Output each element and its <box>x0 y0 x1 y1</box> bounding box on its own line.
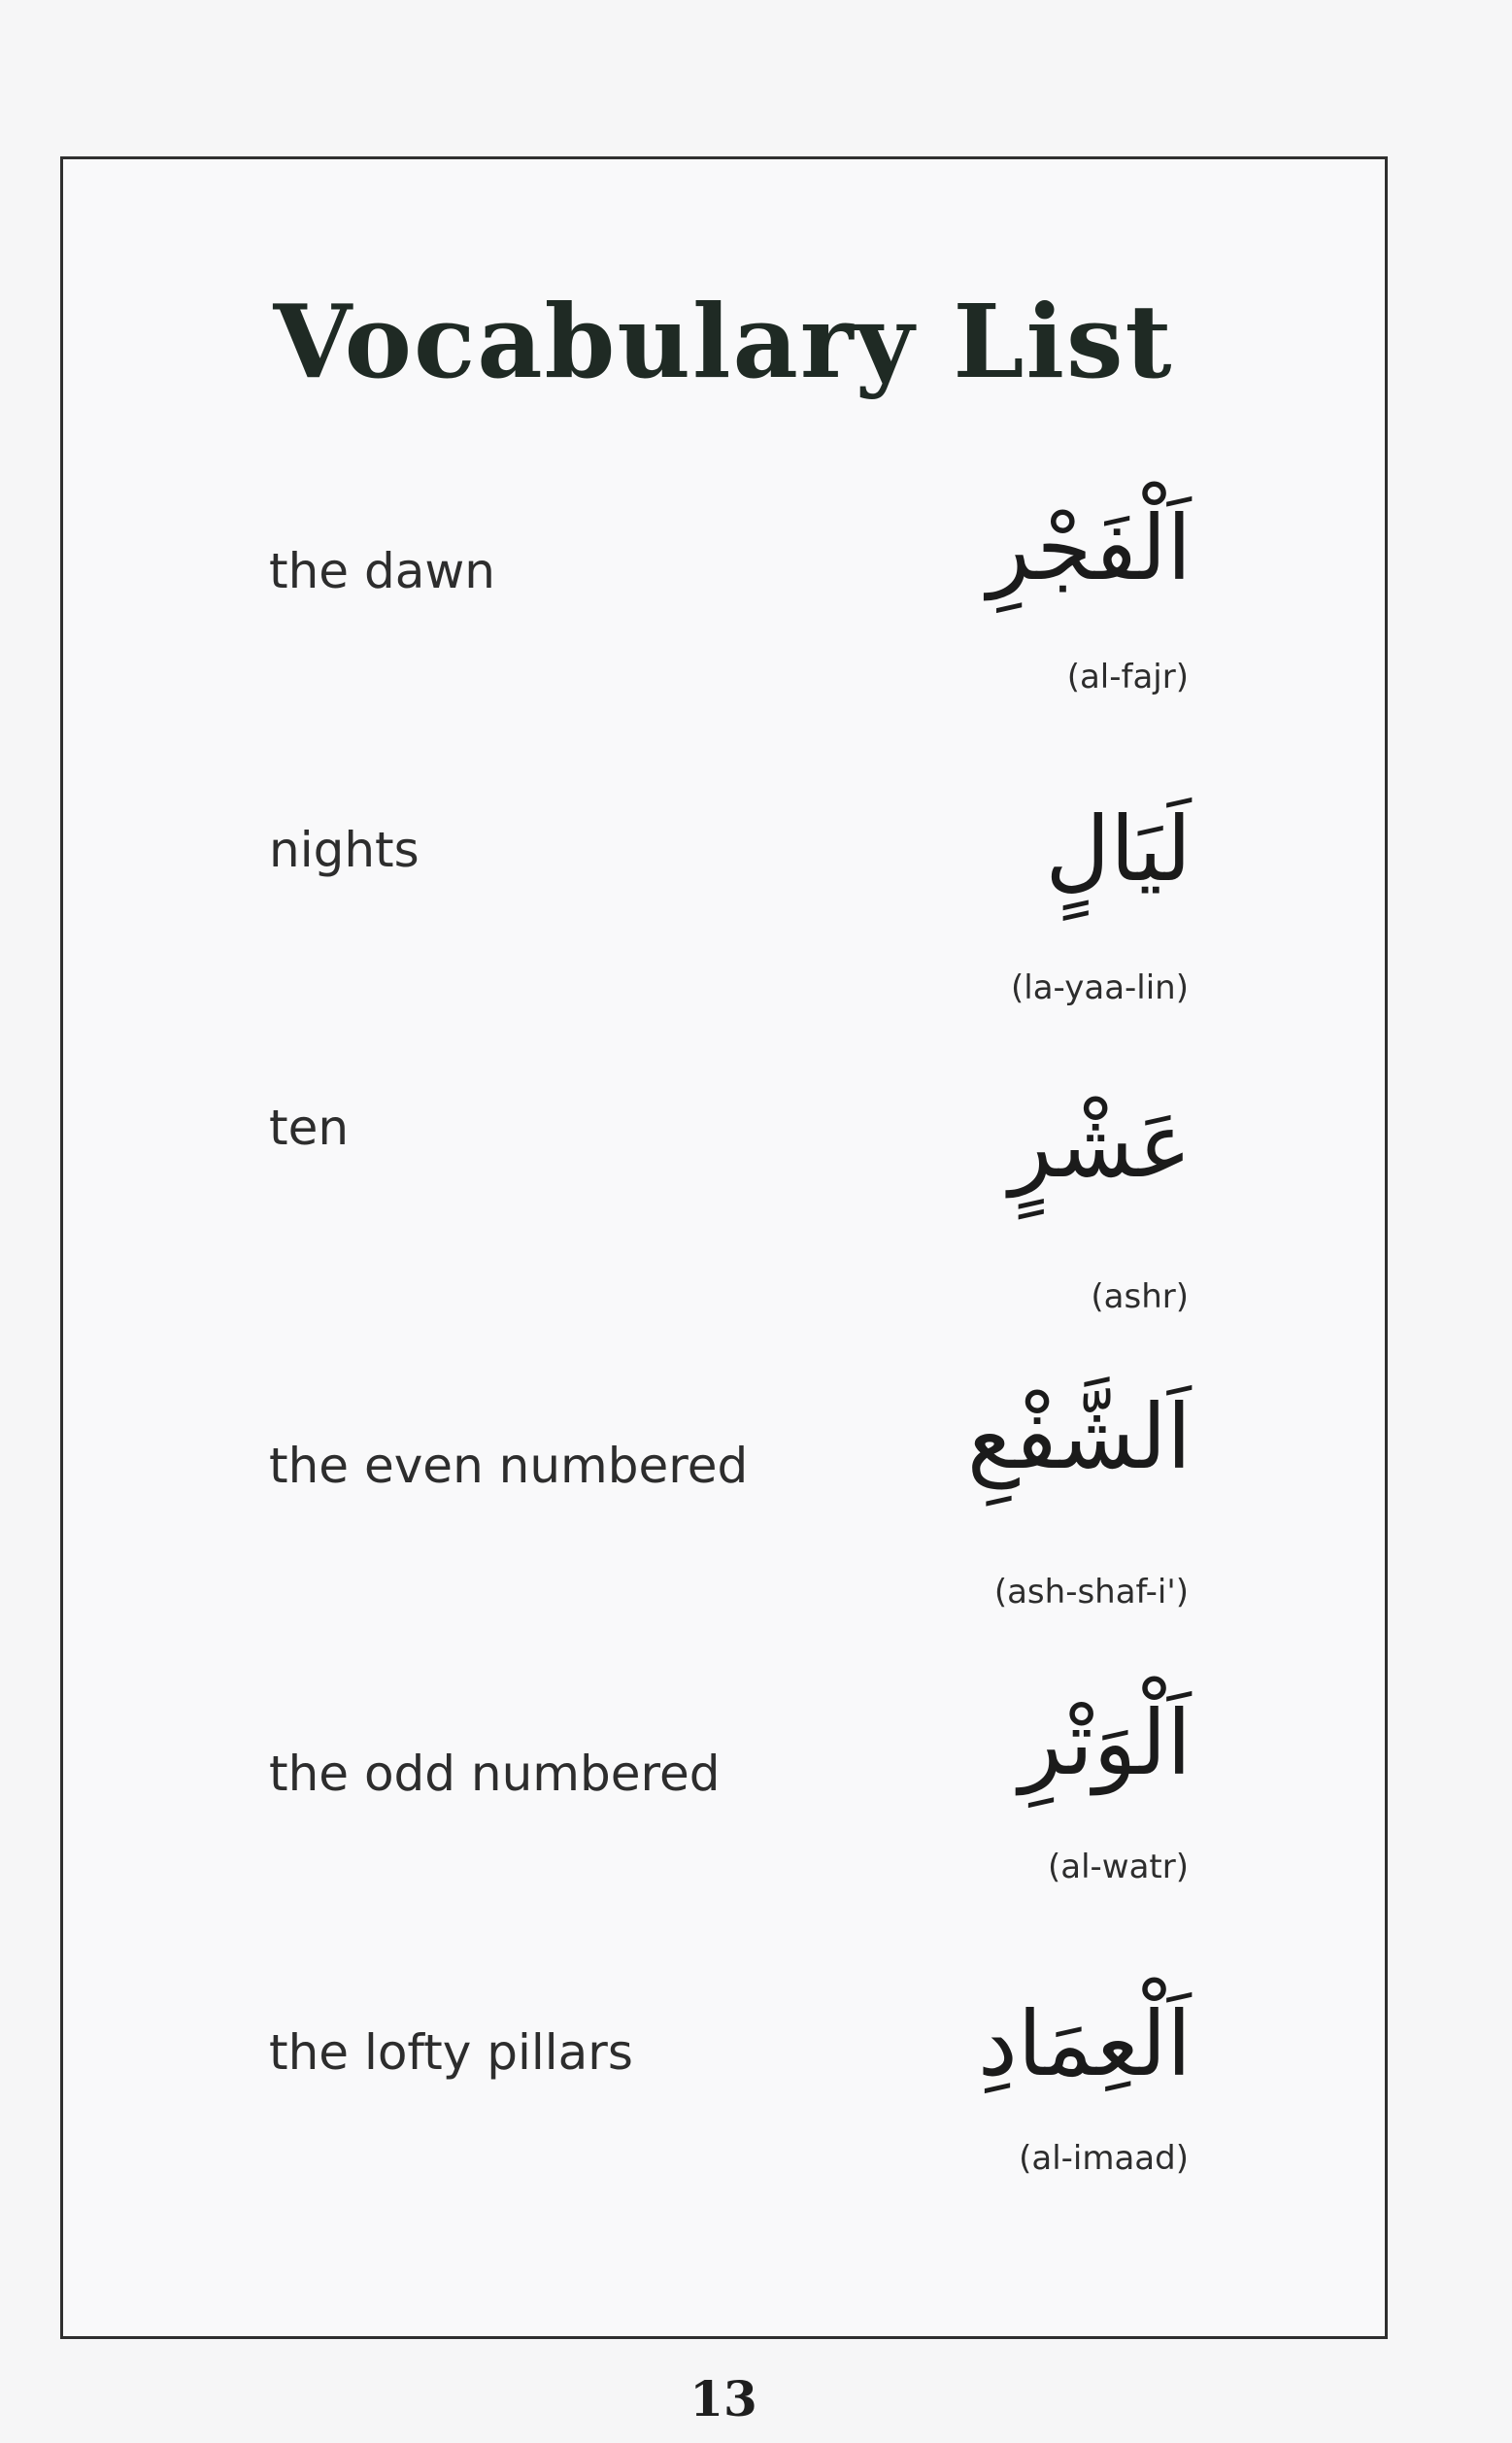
arabic-term: اَلْعِمَادِ <box>977 1992 1192 2096</box>
english-term: the lofty pillars <box>269 2024 633 2081</box>
page-title: Vocabulary List <box>273 282 1174 401</box>
transliteration: (ashr) <box>1091 1277 1189 1316</box>
english-term: the even numbered <box>269 1438 749 1494</box>
transliteration: (al-fajr) <box>1066 658 1189 696</box>
english-term: the odd numbered <box>269 1746 721 1802</box>
arabic-term: اَلشَّفْعِ <box>966 1385 1192 1489</box>
english-term: the dawn <box>269 543 495 599</box>
page-number: 13 <box>689 2370 757 2427</box>
arabic-term: عَشْرٍ <box>1009 1094 1192 1198</box>
arabic-term: اَلْوَتْرِ <box>1019 1691 1192 1795</box>
transliteration: (al-watr) <box>1047 1848 1189 1886</box>
arabic-term: اَلْفَجْرِ <box>987 496 1192 600</box>
transliteration: (ash-shaf-i') <box>993 1573 1189 1612</box>
transliteration: (la-yaa-lin) <box>1011 968 1189 1007</box>
arabic-term: لَيَالٍ <box>1045 797 1192 901</box>
transliteration: (al-imaad) <box>1019 2139 1189 2178</box>
english-term: ten <box>269 1100 350 1156</box>
english-term: nights <box>269 822 420 878</box>
